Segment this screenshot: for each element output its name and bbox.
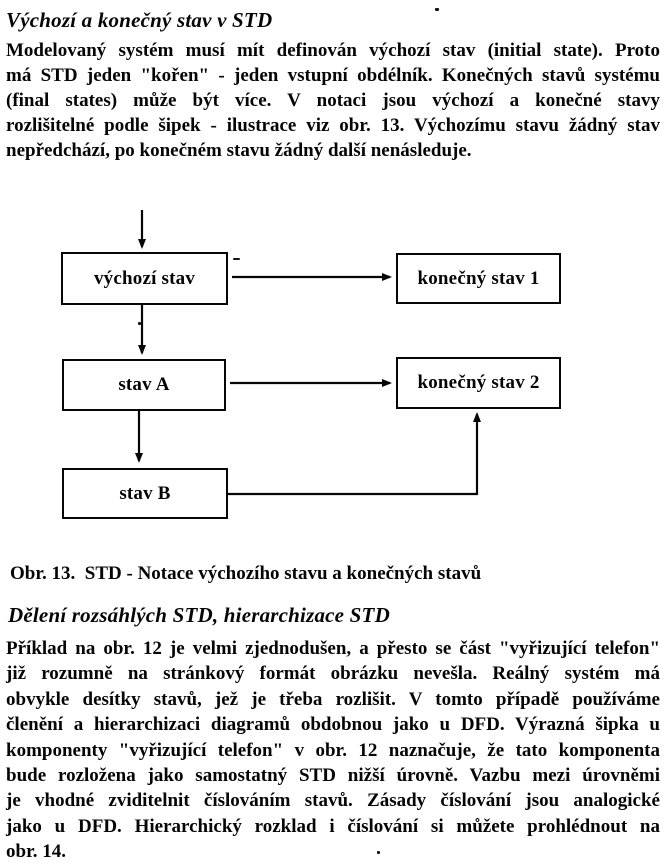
node-final-state-2 bbox=[396, 357, 561, 409]
text-line: rozlišitelné podle šipek - ilustrace viz obr. 13. Výchozímu stavu žádný stav bbox=[6, 115, 660, 136]
heading-initial-final-state: Výchozí a konečný stav v STD bbox=[6, 8, 273, 32]
text-line: bude rozložena jako samostatný STD nižší úrovně. Vazbu mezi úrovněmi bbox=[6, 765, 660, 787]
text-line: obr. 14. bbox=[6, 841, 67, 863]
heading-std-hierarchy: Dělení rozsáhlých STD, hierarchizace STD bbox=[8, 603, 390, 627]
scan-speck bbox=[233, 258, 240, 260]
text-line: (final states) může být více. V notaci jsou výchozí a konečné stavy bbox=[6, 90, 660, 111]
text-line: členění a hierarchizaci diagramů obdobnou jako u DFD. Výrazná šipka u bbox=[6, 714, 660, 736]
scan-speck bbox=[377, 851, 380, 854]
node-label: konečný stav 1 bbox=[417, 267, 540, 289]
text-line: nepředchází, po konečném stavu žádný další nenásleduje. bbox=[6, 140, 472, 161]
text-line: Příklad na obr. 12 je velmi zjednodušen, a přesto se část "vyřizující telefon" bbox=[6, 638, 660, 659]
node-label: konečný stav 2 bbox=[417, 372, 540, 393]
text-line: Modelovaný systém musí mít definován výchozí stav (initial state). Proto bbox=[6, 40, 660, 61]
text-line: je vhodné zviditelnit číslováním stavů. Zásady číslování jsou analogické bbox=[6, 790, 660, 812]
node-final-state-1 bbox=[396, 253, 561, 304]
scan-speck bbox=[435, 8, 439, 11]
node-label: stav A bbox=[118, 374, 170, 395]
node-state-b bbox=[62, 468, 228, 519]
text-line: komponenty "vyřizující telefon" v obr. 12 naznačuje, že tato komponenta bbox=[6, 739, 660, 761]
text-line: obvykle desítky stavů, jež je třeba rozlišit. V tomto případě používáme bbox=[6, 688, 660, 710]
node-initial-state bbox=[61, 252, 228, 305]
text-line: jako u DFD. Hierarchický rozklad i číslování si můžete prohlédnout na bbox=[6, 815, 660, 837]
arrow-stateB-to-final2 bbox=[228, 414, 477, 494]
std-diagram bbox=[0, 195, 667, 545]
node-label: stav B bbox=[119, 482, 171, 504]
paragraph-1 bbox=[6, 38, 660, 163]
node-state-a bbox=[62, 359, 226, 411]
text-line: má STD jeden "kořen" - jeden vstupní obdélník. Konečných stavů systému bbox=[6, 65, 660, 86]
text-line: již rozumně na stránkový formát obrázku nevešla. Reálný systém má bbox=[6, 663, 660, 685]
figure-caption: Obr. 13. STD - Notace výchozího stavu a konečných stavů bbox=[10, 563, 482, 584]
paragraph-2 bbox=[6, 636, 660, 863]
node-label: výchozí stav bbox=[93, 267, 196, 289]
scan-speck bbox=[138, 322, 141, 325]
